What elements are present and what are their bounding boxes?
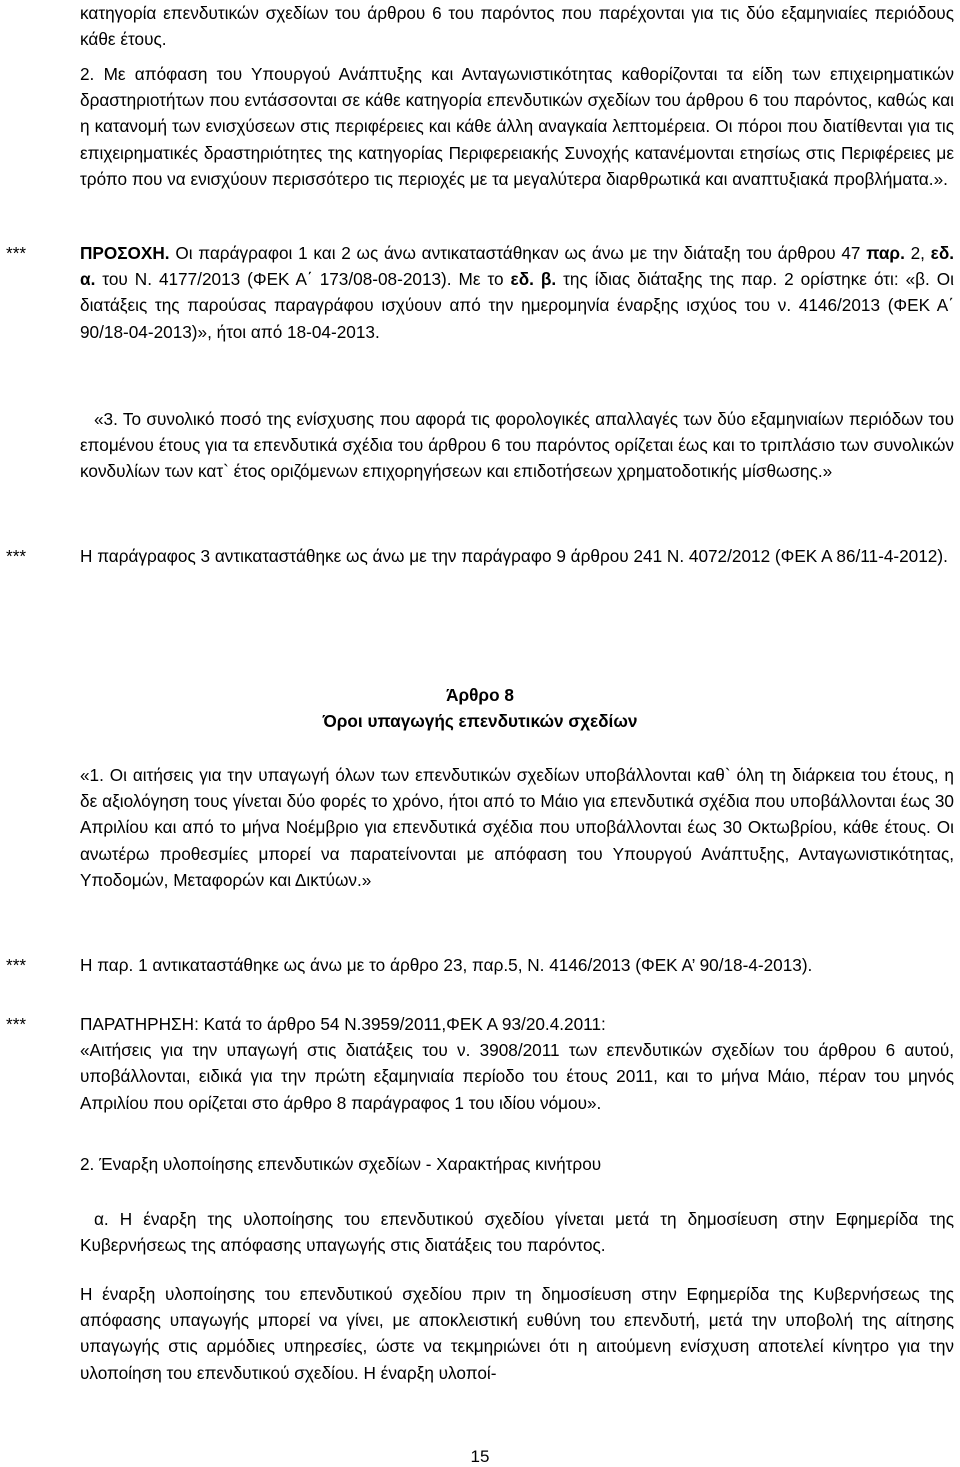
note-replacement	[80, 543, 954, 569]
article-subtitle: Όροι υπαγωγής επενδυτικών σχεδίων	[322, 711, 638, 731]
section-2a	[80, 1206, 954, 1258]
paragraph-text: α. Η έναρξη της υλοποίησης του επενδυτικού σχεδίου γίνεται μετά τη δημοσίευση στην Εφημερίδα της Κυβερνήσεως της απόφασης υπαγωγής στις διατάξεις του παρόντος.	[80, 1209, 954, 1256]
section-2b	[80, 1281, 954, 1386]
article-8-paragraph-1	[80, 762, 954, 893]
note-amendment	[80, 952, 954, 978]
article-title: Άρθρο 8	[446, 685, 514, 705]
note-stars: ***	[6, 243, 27, 263]
note-stars: ***	[6, 546, 27, 566]
note-bold: παρ.	[866, 243, 905, 263]
paragraph-text: «1. Οι αιτήσεις για την υπαγωγή όλων των επενδυτικών σχεδίων υποβάλλονται καθ` όλη τη διάρκεια του έτους, η δε αξιολόγηση τους γίνεται δύο φορές το χρόνο, ήτοι από το Μάιο για επενδυτικά σχέδια που υποβάλλονται έως 30 Απριλίου και από το μήνα Νοέμβριο για επενδυτικά σχέδια που υποβάλλονται έως 30 Οκτωβρίου, κάθε έτους. Οι ανωτέρω προθεσμίες μπορεί να παρατείνονται με απόφαση του Υπουργού Ανάπτυξης, Ανταγωνιστικότητας, Υποδομών, Μεταφορών και Δικτύων.»	[80, 765, 954, 890]
note-bold: εδ. β.	[510, 269, 557, 290]
note-text: 2,	[904, 243, 931, 263]
note-prosoxi	[80, 240, 954, 345]
page-number: 15	[470, 1447, 490, 1466]
note-text: του Ν. 4177/2013 (ΦΕΚ Α΄ 173/08-08-2013). Με το	[95, 269, 511, 290]
paragraph-2-number: 2.	[80, 64, 95, 84]
paragraph-text: Η έναρξη υλοποίησης του επενδυτικού σχεδίου πριν τη δημοσίευση στην Εφημερίδα της Κυβερνήσεως της απόφασης υπαγωγής μπορεί να γίνει, με αποκλειστική ευθύνη του επενδυτή, μετά την υποβολή της αίτησης υπαγωγής στις αρμόδιες υπηρεσίες, ώστε να τεκμηριώνει ότι η αιτούμενη ενίσχυση αποτελεί κίνητρο για την υλοποίηση του επενδυτικού σχεδίου. Η έναρξη υλοποί-	[80, 1284, 954, 1383]
paragraph-2-text: Με απόφαση του Υπουργού Ανάπτυξης και Ανταγωνιστικότητας καθορίζονται τα είδη των επιχειρηματικών δραστηριοτήτων που εντάσσονται σε κάθε κατηγορία επενδυτικών σχεδίων του άρθρου 6 του παρόντος, καθώς και η κατανομή των ενισχύσεων στις περιφέρειες και κάθε άλλη αναγκαία λεπτομέρεια. Οι πόροι που διατίθενται για τις επιχειρηματικές δραστηριότητες της κατηγορίας Περιφερειακής Συνοχής κατανέμονται ετησίως στις Περιφέρειες με τρόπο που να ενισχύουν περισσότερο τις περιοχές με τα μεγαλύτερα διαρθρωτικά και αναπτυξιακά προβλήματα.».	[80, 64, 954, 189]
note-text: Η παρ. 1 αντικαταστάθηκε ως άνω με το άρθρο 23, παρ.5, Ν. 4146/2013 (ΦΕΚ Α’ 90/18-4-2013).	[80, 955, 813, 975]
section-heading: 2. Έναρξη υλοποίησης επενδυτικών σχεδίων - Χαρακτήρας κινήτρου	[80, 1154, 602, 1174]
note-bold: εδ. α.	[80, 243, 955, 290]
note-label: ΠΑΡΑΤΗΡΗΣΗ	[80, 1014, 195, 1034]
note-text: Η παράγραφος 3 αντικαταστάθηκε ως άνω με την παράγραφο 9 άρθρου 241 Ν. 4072/2012 (ΦΕΚ Α 86/11-4-2012).	[80, 546, 948, 566]
note-quote: «Αιτήσεις για την υπαγωγή στις διατάξεις του ν. 3908/2011 των επενδυτικών σχεδίων του άρθρου 6 αυτού, υποβάλλονται, ειδικά για την πρώτη εξαμηνιαία περίοδο του έτους 2011, και το μήνα Μάιο, πέραν του μηνός Απριλίου που ορίζεται στο άρθρο 8 παράγραφος 1 του ιδίου νόμου».	[80, 1040, 954, 1113]
note-text: Οι παράγραφοι 1 και 2 ως άνω αντικαταστάθηκαν ως άνω με την διάταξη του άρθρου 47	[169, 243, 867, 263]
note-paratirisi	[80, 1011, 954, 1116]
paragraph-3-text: «3. Το συνολικό ποσό της ενίσχυσης που αφορά τις φορολογικές απαλλαγές των δύο εξαμηνιαίων περιόδων του επομένου έτους για τα επενδυτικά σχέδια του άρθρου 6 του παρόντος ορίζεται έως και το τριπλάσιο των συνολικών κονδυλίων των κατ` έτος οριζόμενων επιχορηγήσεων και επιδοτήσεων χρηματοδοτικής μίσθωσης.»	[80, 409, 954, 482]
note-head: : Κατά το άρθρο 54 Ν.3959/2011,ΦΕΚ Α 93/20.4.2011:	[194, 1014, 606, 1034]
continued-paragraph	[80, 0, 954, 52]
section-2-heading	[80, 1151, 954, 1177]
note-stars: ***	[6, 955, 27, 975]
paragraph-3	[80, 406, 954, 485]
note-label: ΠΡΟΣΟΧΗ.	[80, 243, 170, 263]
note-stars: ***	[6, 1014, 27, 1034]
continued-text: κατηγορία επενδυτικών σχεδίων του άρθρου 6 του παρόντος που παρέχονται για τις δύο εξαμηνιαίες περιόδους κάθε έτους.	[80, 3, 954, 50]
note-text: της ίδιας διάταξης της παρ. 2 ορίστηκε ότι: «β. Οι διατάξεις της παρούσας παραγράφου ισχύουν από την ημερομηνία έναρξης ισχύος του ν. 4146/2013 (ΦΕΚ Α΄ 90/18-04-2013)», ήτοι από 18-04-2013.	[80, 269, 954, 342]
paragraph-2	[80, 61, 954, 192]
